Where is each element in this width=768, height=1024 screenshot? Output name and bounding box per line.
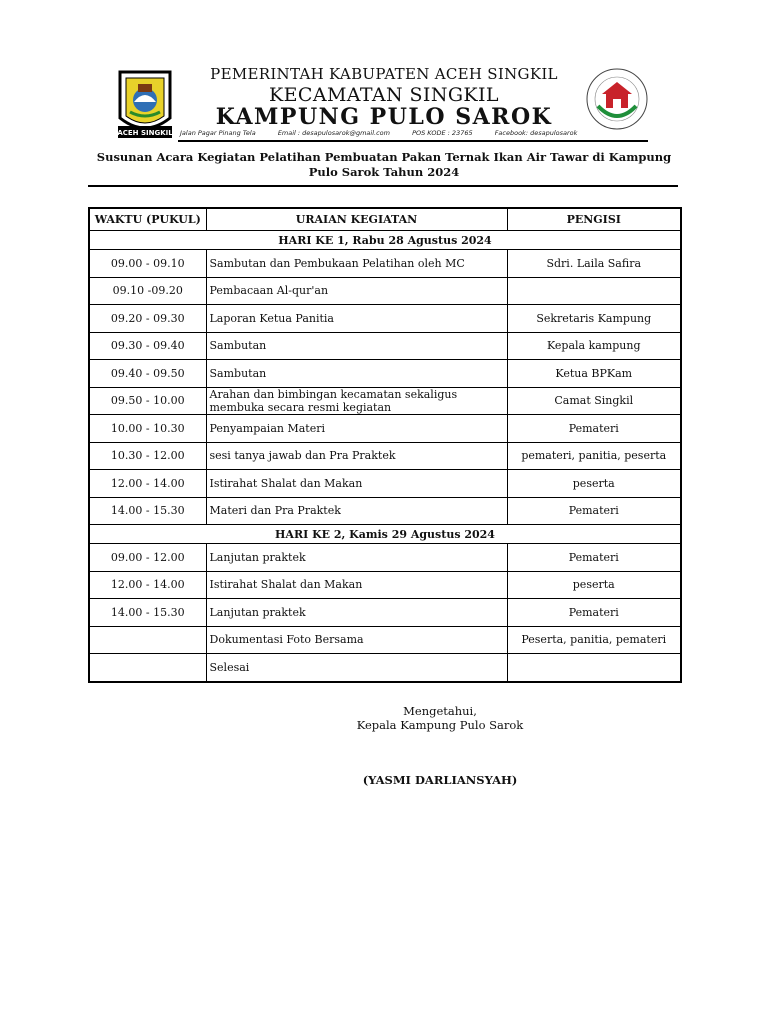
time-cell: 14.00 - 15.30	[89, 599, 206, 627]
activity-cell: Pembacaan Al-qur'an	[206, 277, 507, 305]
speaker-cell: pemateri, panitia, peserta	[507, 442, 681, 470]
letterhead	[88, 60, 680, 144]
title-rule	[88, 185, 678, 187]
day-1-header	[89, 231, 681, 250]
activity-cell: Materi dan Pra Praktek	[206, 497, 507, 525]
activity-cell: Lanjutan praktek	[206, 544, 507, 572]
speaker-cell: Pemateri	[507, 497, 681, 525]
table-row	[89, 497, 681, 525]
facebook: Facebook: desapulosarok	[494, 129, 578, 137]
table-row	[89, 277, 681, 305]
speaker-cell	[507, 654, 681, 682]
speaker-cell	[507, 277, 681, 305]
speaker-cell: Ketua BPKam	[507, 360, 681, 388]
activity-cell: Sambutan dan Pembukaan Pelatihan oleh MC	[206, 250, 507, 278]
table-row	[89, 250, 681, 278]
time-cell: 09.30 - 09.40	[89, 332, 206, 360]
table-row	[89, 544, 681, 572]
speaker-cell: Kepala kampung	[507, 332, 681, 360]
address: Jalan Pagar Pinang Tela	[180, 129, 256, 137]
schedule-table	[88, 207, 682, 683]
time-cell: 12.00 - 14.00	[89, 470, 206, 498]
table-row	[89, 599, 681, 627]
speaker-cell: Pemateri	[507, 415, 681, 443]
activity-cell: Penyampaian Materi	[206, 415, 507, 443]
header-speaker: PENGISI	[507, 208, 681, 231]
speaker-cell: Sdri. Laila Safira	[507, 250, 681, 278]
day-1-label: HARI KE 1, Rabu 28 Agustus 2024	[89, 231, 681, 250]
speaker-cell: Peserta, panitia, pemateri	[507, 626, 681, 654]
speaker-cell: Pemateri	[507, 599, 681, 627]
time-cell: 09.20 - 09.30	[89, 305, 206, 333]
table-row	[89, 571, 681, 599]
letterhead-rule	[178, 140, 648, 142]
table-row	[89, 654, 681, 682]
postal-code: POS KODE : 23765	[412, 129, 473, 137]
table-row	[89, 360, 681, 388]
header-activity: URAIAN KEGIATAN	[206, 208, 507, 231]
activity-cell: Sambutan	[206, 360, 507, 388]
contact-line	[180, 129, 597, 137]
village-seal-icon	[584, 66, 650, 132]
table-row	[89, 470, 681, 498]
title-line-2: Pulo Sarok Tahun 2024	[308, 165, 460, 179]
table-header-row	[89, 208, 681, 231]
activity-cell: Selesai	[206, 654, 507, 682]
activity-cell: Lanjutan praktek	[206, 599, 507, 627]
speaker-cell: Pemateri	[507, 544, 681, 572]
time-cell	[89, 626, 206, 654]
activity-cell: Dokumentasi Foto Bersama	[206, 626, 507, 654]
time-cell: 12.00 - 14.00	[89, 571, 206, 599]
table-row	[89, 332, 681, 360]
acknowledgement: Mengetahui,	[403, 704, 477, 718]
time-cell: 10.00 - 10.30	[89, 415, 206, 443]
activity-cell: Sambutan	[206, 332, 507, 360]
district-name: KECAMATAN SINGKIL	[269, 84, 499, 106]
table-row	[89, 415, 681, 443]
activity-cell: Laporan Ketua Panitia	[206, 305, 507, 333]
signatory-title: Kepala Kampung Pulo Sarok	[356, 718, 524, 732]
table-row	[89, 305, 681, 333]
table-row	[89, 387, 681, 415]
village-name: KAMPUNG PULO SAROK	[215, 104, 553, 130]
title-line-1: Susunan Acara Kegiatan Pelatihan Pembuatan Pakan Ternak Ikan Air Tawar di Kampung	[96, 150, 672, 164]
table-row	[89, 442, 681, 470]
speaker-cell: peserta	[507, 571, 681, 599]
time-cell: 14.00 - 15.30	[89, 497, 206, 525]
email: Email : desapulosarok@gmail.com	[277, 129, 390, 137]
emblem-label: ACEH SINGKIL	[117, 129, 173, 137]
time-cell: 09.50 - 10.00	[89, 387, 206, 415]
activity-cell: Arahan dan bimbingan kecamatan sekaligus membuka secara resmi kegiatan	[206, 387, 507, 415]
time-cell: 09.00 - 09.10	[89, 250, 206, 278]
government-name: PEMERINTAH KABUPATEN ACEH SINGKIL	[210, 65, 558, 83]
day-2-header	[89, 525, 681, 544]
speaker-cell: peserta	[507, 470, 681, 498]
speaker-cell: Camat Singkil	[507, 387, 681, 415]
header-time: WAKTU (PUKUL)	[89, 208, 206, 231]
day-2-label: HARI KE 2, Kamis 29 Agustus 2024	[89, 525, 681, 544]
time-cell: 10.30 - 12.00	[89, 442, 206, 470]
document-title	[88, 150, 680, 180]
time-cell: 09.40 - 09.50	[89, 360, 206, 388]
time-cell: 09.10 -09.20	[89, 277, 206, 305]
signatory-name: (YASMI DARLIANSYAH)	[362, 773, 518, 787]
activity-cell: sesi tanya jawab dan Pra Praktek	[206, 442, 507, 470]
time-cell	[89, 654, 206, 682]
speaker-cell: Sekretaris Kampung	[507, 305, 681, 333]
activity-cell: Istirahat Shalat dan Makan	[206, 470, 507, 498]
activity-cell: Istirahat Shalat dan Makan	[206, 571, 507, 599]
table-row	[89, 626, 681, 654]
time-cell: 09.00 - 12.00	[89, 544, 206, 572]
